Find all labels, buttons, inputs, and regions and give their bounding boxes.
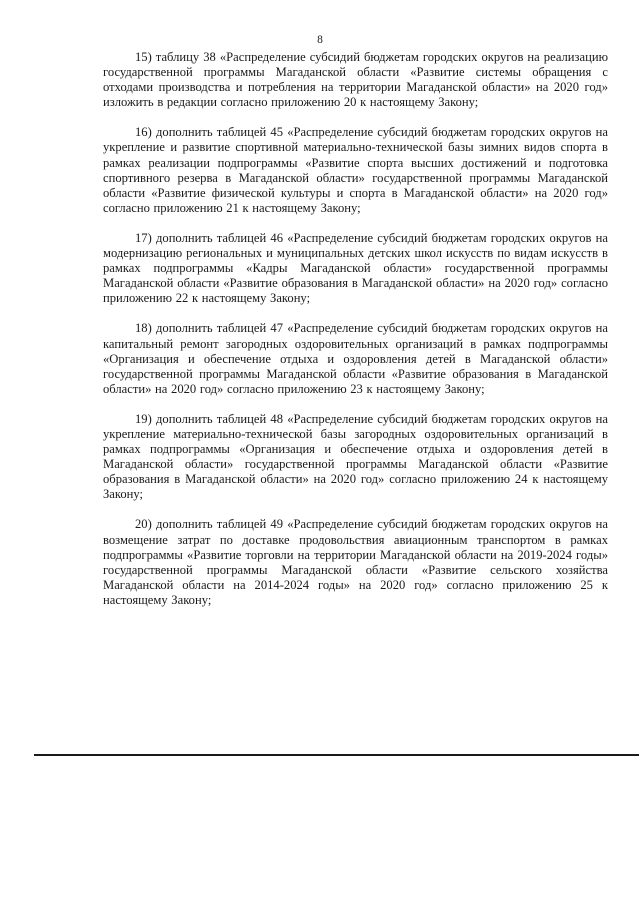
paragraph-item-18: 18) дополнить таблицей 47 «Распределение субсидий бюджетам городских округов на капитальный ремонт загородных оздоровительных организаций в рамках подпрограммы «Организация и обеспечение отдыха и оздоровления детей в Магаданской области» государственной программы Магаданской области «Развитие образования в Магаданской области» на 2020 год» согласно приложению 23 к настоящему Закону; xyxy=(103,321,608,396)
paragraph-item-15: 15) таблицу 38 «Распределение субсидий бюджетам городских округов на реализацию государственной программы Магаданской области «Развитие системы обращения с отходами производства и потребления на территории Магаданской области» на 2020 год» изложить в редакции согласно приложению 20 к настоящему Закону; xyxy=(103,50,608,110)
paragraph-spacer xyxy=(103,397,608,412)
paragraph-spacer xyxy=(103,110,608,125)
paragraph-item-16: 16) дополнить таблицей 45 «Распределение субсидий бюджетам городских округов на укрепление и развитие спортивной материально-технической базы зимних видов спорта в рамках реализации подпрограммы «Развитие спорта высших достижений и подготовка спортивного резерва в Магаданской области» государственной программы Магаданской области «Развитие физической культуры и спорта в Магаданской области» на 2020 год» согласно приложению 21 к настоящему Закону; xyxy=(103,125,608,215)
page-bottom-rule xyxy=(34,754,639,756)
paragraph-spacer xyxy=(103,502,608,517)
paragraph-item-20: 20) дополнить таблицей 49 «Распределение субсидий бюджетам городских округов на возмещение затрат по доставке продовольствия авиационным транспортом в рамках подпрограммы «Развитие торговли на территории Магаданской области на 2019-2024 годы» государственной программы Магаданской области «Развитие сельского хозяйства Магаданской области на 2014-2024 годы» на 2020 год» согласно приложению 25 к настоящему Закону; xyxy=(103,517,608,607)
paragraph-spacer xyxy=(103,306,608,321)
document-body xyxy=(103,50,608,608)
paragraph-item-19: 19) дополнить таблицей 48 «Распределение субсидий бюджетам городских округов на укрепление материально-технической базы загородных оздоровительных организаций в рамках подпрограммы «Организация и обеспечение отдыха и оздоровления детей в Магаданской области» государственной программы Магаданской области «Развитие образования в Магаданской области» на 2020 год» согласно приложению 24 к настоящему Закону; xyxy=(103,411,608,502)
paragraph-item-17: 17) дополнить таблицей 46 «Распределение субсидий бюджетам городских округов на модернизацию региональных и муниципальных детских школ искусств по видам искусств в рамках подпрограммы «Кадры Магаданской области» государственной программы Магаданской области «Развитие образования в Магаданской области» на 2020 год» согласно приложению 22 к настоящему Закону; xyxy=(103,230,608,306)
paragraph-spacer xyxy=(103,216,608,231)
page-number: 8 xyxy=(317,34,323,46)
